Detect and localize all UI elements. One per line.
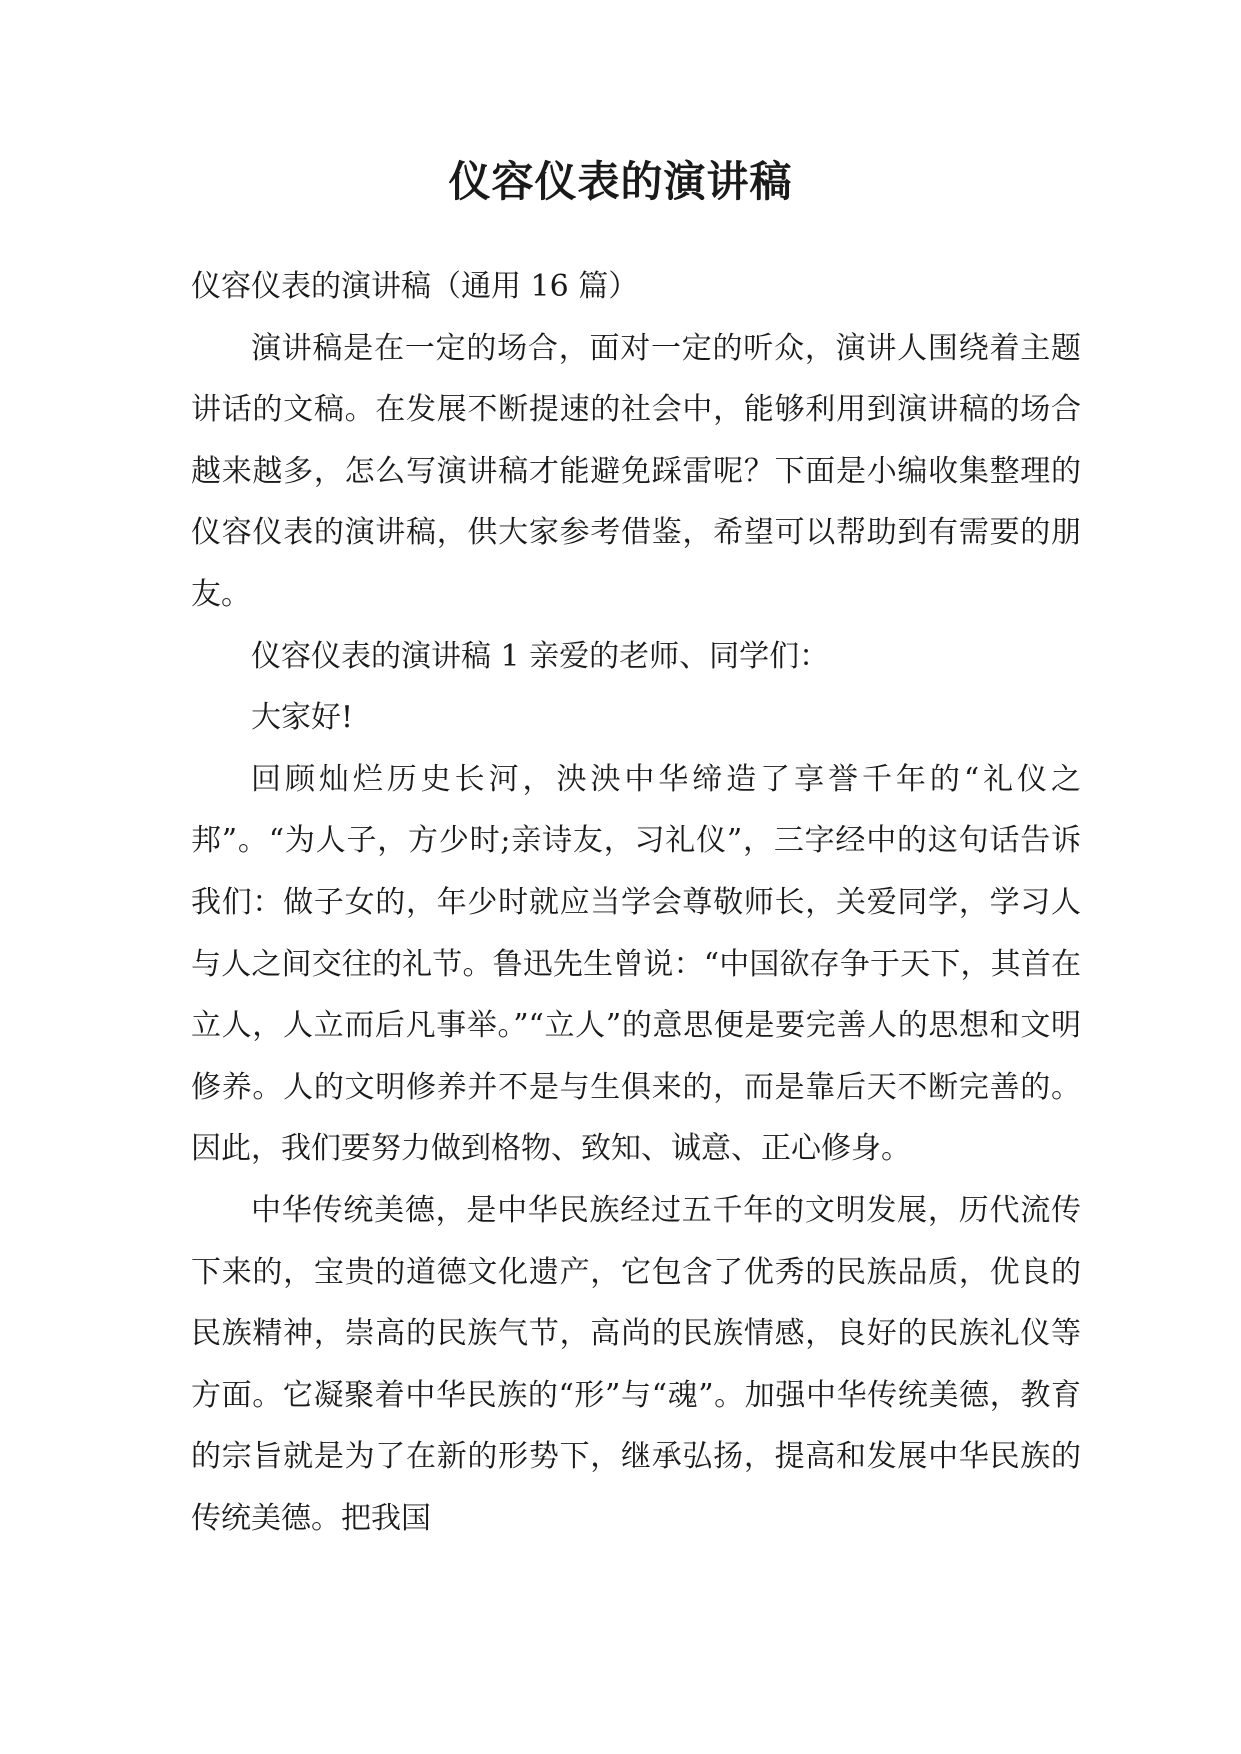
paragraph-tradition: 中华传统美德，是中华民族经过五千年的文明发展，历代流传下来的，宝贵的道德文化遗产，它包含了优秀的民族品质，优良的民族精神，崇高的民族气节，高尚的民族情感，良好的民族礼仪等方面。它凝聚着中华民族的“形”与“魂”。加强中华传统美德，教育的宗旨就是为了在新的形势下，继承弘扬，提高和发展中华民族的传统美德。把我国 [191, 1192, 1081, 1536]
paragraph-greeting: 大家好! [251, 700, 354, 736]
document-title: 仪容仪表的演讲稿 [448, 157, 793, 206]
document-subtitle: 仪容仪表的演讲稿（通用 16 篇） [191, 269, 639, 304]
paragraph-salutation: 仪容仪表的演讲稿 1 亲爱的老师、同学们： [251, 638, 830, 674]
paragraph-intro: 演讲稿是在一定的场合，面对一定的听众，演讲人围绕着主题讲话的文稿。在发展不断提速的社会中，能够利用到演讲稿的场合越来越多，怎么写演讲稿才能避免踩雷呢？下面是小编收集整理的仪容仪表的演讲稿，供大家参考借鉴，希望可以帮助到有需要的朋友。 [191, 330, 1081, 612]
document-body [191, 256, 1081, 1549]
paragraph-history: 回顾灿烂历史长河，泱泱中华缔造了享誉千年的“礼仪之邦”。“为人子，方少时;亲诗友，习礼仪”，三字经中的这句话告诉我们：做子女的，年少时就应当学会尊敬师长，关爱同学，学习人与人之间交往的礼节。鲁迅先生曾说：“中国欲存争于天下，其首在立人，人立而后凡事举。”“立人”的意思便是要完善人的思想和文明修养。人的文明修养并不是与生俱来的，而是靠后天不断完善的。因此，我们要努力做到格物、致知、诚意、正心修身。 [191, 761, 1081, 1167]
